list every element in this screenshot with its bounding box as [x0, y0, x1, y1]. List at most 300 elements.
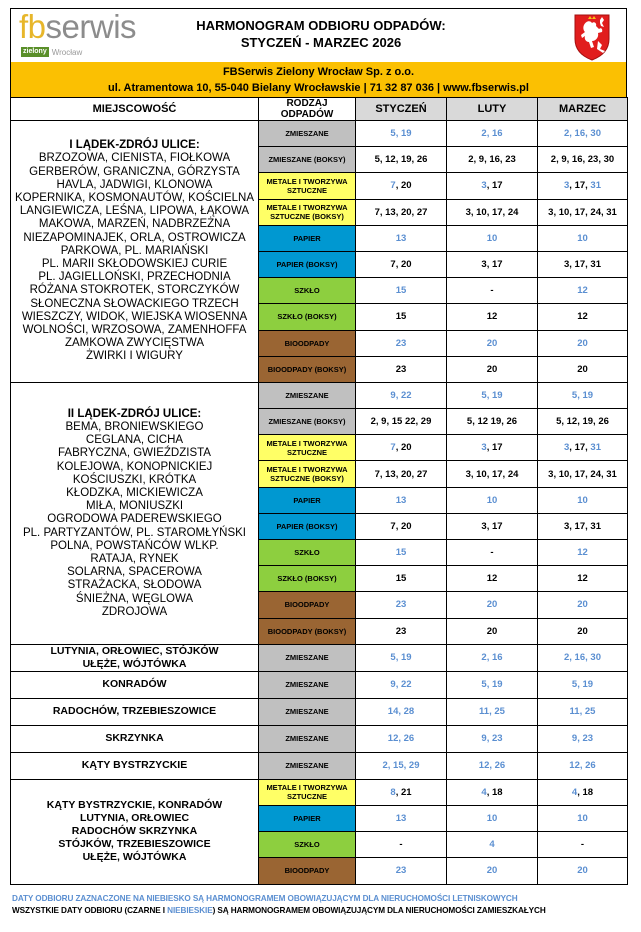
pickup-date: 3, 17: [481, 259, 503, 271]
pickup-dates-cell: [538, 251, 628, 277]
pickup-date: 11, 25: [479, 706, 505, 718]
pickup-dates-cell: [356, 147, 447, 173]
pickup-dates-cell: [538, 805, 628, 831]
pickup-dates-cell: [356, 725, 447, 752]
waste-type-cell: PAPIER: [259, 487, 356, 513]
pickup-dates-cell: [447, 752, 538, 779]
pickup-date: 7, 13, 20, 27: [374, 206, 428, 218]
pickup-date: 3, 10, 17, 24: [465, 206, 519, 218]
pickup-date: 4: [489, 839, 495, 851]
pickup-date: , 20: [395, 180, 412, 192]
street-line: UŁĘŻE, WÓJTÓWKA: [82, 657, 187, 670]
street-line: LUTYNIA, ORŁOWIEC: [79, 812, 190, 825]
pickup-dates-cell: [356, 330, 447, 356]
pickup-dates-cell: [447, 251, 538, 277]
pickup-date: 3: [564, 442, 570, 454]
table-row: [11, 752, 628, 779]
waste-type-cell: METALE I TWORZYWA SZTUCZNE: [259, 435, 356, 461]
street-line: RADOCHÓW, TRZEBIESZOWICE: [52, 705, 217, 718]
pickup-date: 3, 10, 17, 24: [465, 468, 519, 480]
pickup-date: 13: [395, 494, 407, 506]
pickup-date: 7: [390, 442, 396, 454]
pickup-dates-cell: [447, 698, 538, 725]
pickup-dates-cell: [356, 199, 447, 225]
footer-note-part: WSZYSTKIE DATY ODBIORU (CZARNE I: [12, 906, 168, 915]
pickup-date: 5, 12, 19, 26: [374, 154, 428, 166]
street-line: OGRODOWA PADEREWSKIEGO: [47, 513, 222, 526]
waste-type-cell: SZKŁO (BOKSY): [259, 566, 356, 592]
pickup-dates-cell: [356, 592, 447, 618]
pickup-dates-cell: [538, 752, 628, 779]
pickup-dates-cell: [538, 173, 628, 199]
street-line: ZDROJOWA: [101, 605, 168, 618]
pickup-date: 20: [577, 337, 588, 349]
schedule-body: [11, 121, 628, 885]
title-line-2: STYCZEŃ - MARZEC 2026: [240, 35, 402, 50]
pickup-dates-cell: [447, 644, 538, 671]
pickup-dates-cell: [447, 513, 538, 539]
pickup-dates-cell: [538, 461, 628, 487]
street-line: KONRADÓW: [102, 678, 167, 691]
pickup-date: 3: [564, 180, 570, 192]
pickup-date: 20: [577, 363, 588, 375]
pickup-dates-cell: [447, 592, 538, 618]
title-line-1: HARMONOGRAM ODBIORU ODPADÓW:: [196, 18, 446, 33]
pickup-dates-cell: [447, 832, 538, 858]
pickup-dates-cell: [538, 858, 628, 884]
pickup-date: 2, 16, 30: [564, 652, 601, 664]
street-line: RADOCHÓW SKRZYNKA: [71, 825, 198, 838]
street-line: FABRYCZNA, GWIEŹDZISTA: [58, 447, 211, 460]
street-line: HAVLA, JADWIGI, KLONOWA: [56, 178, 213, 191]
column-header-month: MARZEC: [538, 98, 628, 121]
pickup-dates-cell: [538, 644, 628, 671]
pickup-date: 20: [486, 599, 498, 611]
pickup-date: 12: [486, 573, 498, 585]
street-line: GERBERÓW, GRANICZNA, GÓRZYSTA: [29, 165, 240, 178]
pickup-date: -: [399, 839, 403, 851]
pickup-date: 9, 22: [390, 389, 412, 401]
pickup-date: 10: [577, 232, 588, 244]
street-line: KOPERNIKA, KOSMONAUTÓW, KOŚCIELNA: [15, 192, 254, 205]
pickup-dates-cell: [447, 618, 538, 644]
street-line: LANGIEWICZA, LEŚNA, LIPOWA, ŁĄKOWA: [19, 205, 250, 218]
pickup-dates-cell: [538, 278, 628, 304]
pickup-date: 12, 26: [387, 733, 415, 745]
pickup-dates-cell: [356, 566, 447, 592]
pickup-date: 10: [577, 494, 588, 506]
pickup-date: , 17,: [569, 442, 591, 454]
pickup-date: 2, 16: [481, 128, 503, 140]
pickup-date: 10: [486, 494, 498, 506]
pickup-date: 14, 28: [387, 706, 415, 718]
pickup-dates-cell: [538, 435, 628, 461]
street-line: SOLARNA, SPACEROWA: [67, 566, 202, 579]
pickup-dates-cell: [538, 725, 628, 752]
pickup-date: 23: [395, 363, 407, 375]
location-cell: [11, 779, 259, 884]
pickup-date: 20: [577, 865, 588, 877]
pickup-date: -: [490, 547, 494, 559]
street-line: PL. MARII SKŁODOWSKIEJ CURIE: [41, 258, 228, 271]
pickup-dates-cell: [356, 278, 447, 304]
pickup-dates-cell: [447, 147, 538, 173]
pickup-dates-cell: [538, 147, 628, 173]
pickup-dates-cell: [447, 540, 538, 566]
table-row: [11, 644, 628, 671]
pickup-date: 20: [486, 337, 498, 349]
pickup-dates-cell: [356, 121, 447, 147]
street-line: KĄTY BYSTRZYCKIE: [81, 759, 188, 772]
street-line: NIEZAPOMINAJEK, ORLA, OSTROWICZA: [23, 231, 246, 244]
street-line: WIESZCZY, WIDOK, WIEJSKA WIOSENNA: [21, 310, 248, 323]
waste-type-cell: ZMIESZANE: [259, 671, 356, 698]
street-line: KĄTY BYSTRZYCKIE, KONRADÓW: [46, 799, 223, 812]
waste-type-cell: ZMIESZANE: [259, 725, 356, 752]
pickup-dates-cell: [356, 382, 447, 408]
pickup-dates-cell: [356, 409, 447, 435]
pickup-date: 7, 13, 20, 27: [374, 468, 428, 480]
pickup-date: 11, 25: [569, 706, 596, 718]
pickup-dates-cell: [356, 752, 447, 779]
pickup-date: 5, 19: [481, 389, 503, 401]
pickup-date: 10: [577, 813, 588, 825]
pickup-dates-cell: [447, 278, 538, 304]
street-line: POLNA, POWSTAŃCÓW WLKP.: [50, 539, 219, 552]
pickup-date: 15: [395, 573, 407, 585]
pickup-date: 13: [395, 813, 407, 825]
pickup-dates-cell: [538, 121, 628, 147]
pickup-date: , 20: [395, 442, 412, 454]
pickup-date: 20: [577, 625, 588, 637]
column-header-month: STYCZEŃ: [356, 98, 447, 121]
location-cell: [11, 725, 259, 752]
pickup-dates-cell: [447, 356, 538, 382]
pickup-date: 3, 17: [481, 520, 503, 532]
pickup-date: 12, 26: [569, 760, 596, 772]
street-line: MAKOWA, MARZEŃ, NADBRZEŻNA: [38, 218, 231, 231]
location-cell: [11, 698, 259, 725]
pickup-date: 23: [395, 865, 407, 877]
pickup-date: 31: [590, 442, 601, 454]
location-heading: I LĄDEK-ZDRÓJ ULICE:: [69, 139, 200, 152]
table-row: [11, 382, 628, 408]
pickup-date: 23: [395, 625, 407, 637]
pickup-date: 20: [577, 599, 588, 611]
street-line: STÓJKÓW, TRZEBIESZOWICE: [58, 838, 211, 851]
pickup-date: 3, 17, 31: [564, 259, 601, 271]
waste-type-cell: METALE I TWORZYWA SZTUCZNE: [259, 173, 356, 199]
street-line: STRAŻACKA, SŁODOWA: [67, 579, 202, 592]
footer-note-black: [12, 905, 546, 917]
waste-type-cell: METALE I TWORZYWA SZTUCZNE (BOKSY): [259, 199, 356, 225]
pickup-dates-cell: [447, 382, 538, 408]
pickup-date: , 18: [486, 786, 503, 798]
column-header-rodzaj: RODZAJ ODPADÓW: [259, 98, 356, 121]
street-line: SKRZYNKA: [105, 732, 164, 745]
waste-type-cell: SZKŁO: [259, 278, 356, 304]
pickup-date: , 18: [577, 786, 594, 798]
pickup-date: 10: [486, 813, 498, 825]
pickup-date: 9, 23: [481, 733, 503, 745]
street-line: ZAMKOWA ZWYCIĘSTWA: [64, 337, 205, 350]
fbserwis-logo: [19, 8, 149, 59]
table-row: [11, 698, 628, 725]
pickup-date: 15: [395, 285, 407, 297]
pickup-date: , 17: [486, 180, 503, 192]
pickup-date: 5, 19: [571, 389, 594, 401]
pickup-dates-cell: [356, 805, 447, 831]
pickup-dates-cell: [447, 566, 538, 592]
pickup-dates-cell: [447, 173, 538, 199]
table-row: [11, 725, 628, 752]
pickup-dates-cell: [447, 779, 538, 805]
waste-type-cell: BIOODPADY (BOKSY): [259, 618, 356, 644]
pickup-dates-cell: [538, 513, 628, 539]
logo-badge: zielony: [23, 48, 47, 55]
pickup-dates-cell: [447, 225, 538, 251]
pickup-dates-cell: [538, 779, 628, 805]
pickup-date: 2, 9, 16, 23: [468, 154, 516, 166]
pickup-dates-cell: [356, 671, 447, 698]
pickup-dates-cell: [447, 121, 538, 147]
pickup-dates-cell: [538, 330, 628, 356]
pickup-date: 7, 20: [390, 259, 412, 271]
pickup-dates-cell: [447, 461, 538, 487]
waste-type-cell: PAPIER: [259, 225, 356, 251]
street-line: LUTYNIA, ORŁOWIEC, STÓJKÓW: [50, 644, 219, 657]
pickup-dates-cell: [538, 382, 628, 408]
pickup-date: 20: [486, 363, 498, 375]
waste-type-cell: PAPIER (BOKSY): [259, 513, 356, 539]
pickup-dates-cell: [356, 435, 447, 461]
pickup-date: 20: [486, 625, 498, 637]
street-line: PL. PARTYZANTÓW, PL. STAROMŁYŃSKI: [22, 526, 247, 539]
pickup-dates-cell: [538, 540, 628, 566]
pickup-date: 3, 17, 31: [564, 520, 601, 532]
pickup-date: 4: [571, 786, 578, 798]
pickup-dates-cell: [538, 566, 628, 592]
pickup-date: , 17: [486, 442, 503, 454]
pickup-date: 9, 23: [571, 733, 594, 745]
street-line: KŁODZKA, MICKIEWICZA: [66, 486, 203, 499]
pickup-dates-cell: [356, 461, 447, 487]
waste-type-cell: ZMIESZANE: [259, 698, 356, 725]
pickup-date: 12: [577, 311, 588, 323]
street-line: UŁĘŻE, WÓJTÓWKA: [82, 851, 187, 864]
pickup-date: 3: [481, 180, 487, 192]
waste-type-cell: ZMIESZANE: [259, 644, 356, 671]
pickup-dates-cell: [538, 592, 628, 618]
pickup-dates-cell: [447, 435, 538, 461]
column-header-miejscowosc: MIEJSCOWOŚĆ: [11, 98, 259, 121]
pickup-dates-cell: [356, 779, 447, 805]
pickup-date: 23: [395, 599, 407, 611]
header: [10, 8, 627, 62]
footer-note-part: ) SĄ HARMONOGRAMEM OBOWIĄZUJĄCYM DLA NIERUCHOMOŚCI ZAMIESZKAŁYCH: [212, 906, 546, 915]
logo-text-fb: fb: [19, 8, 46, 45]
location-cell: [11, 644, 259, 671]
pickup-date: 31: [590, 180, 601, 192]
pickup-date: 2, 9, 15 22, 29: [370, 416, 432, 428]
pickup-dates-cell: [538, 356, 628, 382]
pickup-date: 7: [390, 180, 396, 192]
waste-type-cell: ZMIESZANE (BOKSY): [259, 409, 356, 435]
pickup-date: 2, 16, 30: [564, 128, 601, 140]
pickup-date: 4: [481, 786, 487, 798]
pickup-dates-cell: [447, 199, 538, 225]
waste-type-cell: METALE I TWORZYWA SZTUCZNE (BOKSY): [259, 461, 356, 487]
pickup-dates-cell: [538, 698, 628, 725]
pickup-dates-cell: [447, 671, 538, 698]
pickup-dates-cell: [447, 304, 538, 330]
pickup-date: 9, 22: [390, 679, 412, 691]
street-line: SŁONECZNA SŁOWACKIEGO TRZECH: [30, 297, 239, 310]
pickup-date: -: [490, 285, 494, 297]
pickup-dates-cell: [356, 698, 447, 725]
company-band: [10, 62, 627, 97]
pickup-date: 5, 19: [571, 679, 594, 691]
pickup-date: -: [580, 839, 585, 851]
pickup-dates-cell: [356, 173, 447, 199]
street-line: KOŚCIUSZKI, KRÓTKA: [72, 473, 197, 486]
pickup-date: 13: [395, 232, 407, 244]
pickup-dates-cell: [538, 618, 628, 644]
pickup-date: 2, 9, 16, 23, 30: [550, 154, 615, 166]
pickup-dates-cell: [538, 304, 628, 330]
pickup-dates-cell: [356, 513, 447, 539]
waste-type-cell: ZMIESZANE (BOKSY): [259, 147, 356, 173]
pickup-dates-cell: [356, 644, 447, 671]
pickup-dates-cell: [538, 199, 628, 225]
pickup-dates-cell: [356, 251, 447, 277]
pickup-dates-cell: [356, 832, 447, 858]
street-line: RATAJA, RYNEK: [90, 552, 179, 565]
pickup-date: , 21: [395, 786, 412, 798]
footer-notes: [12, 893, 546, 917]
waste-type-cell: PAPIER (BOKSY): [259, 251, 356, 277]
location-cell: [11, 382, 259, 644]
waste-type-cell: ZMIESZANE: [259, 382, 356, 408]
table-row: [11, 779, 628, 805]
pickup-dates-cell: [447, 805, 538, 831]
pickup-date: 15: [395, 311, 407, 323]
pickup-dates-cell: [538, 409, 628, 435]
waste-type-cell: ZMIESZANE: [259, 121, 356, 147]
pickup-date: 2, 15, 29: [382, 760, 420, 772]
waste-type-cell: BIOODPADY: [259, 858, 356, 884]
street-line: KOLEJOWA, KONOPNICKIEJ: [56, 460, 213, 473]
waste-type-cell: SZKŁO (BOKSY): [259, 304, 356, 330]
pickup-date: 5, 12, 19, 26: [556, 416, 609, 428]
pickup-dates-cell: [356, 356, 447, 382]
pickup-dates-cell: [356, 540, 447, 566]
waste-type-cell: BIOODPADY: [259, 592, 356, 618]
table-row: [11, 671, 628, 698]
waste-type-cell: PAPIER: [259, 805, 356, 831]
pickup-date: 15: [395, 547, 407, 559]
pickup-dates-cell: [356, 225, 447, 251]
company-address: ul. Atramentowa 10, 55-040 Bielany Wrocławskie | 71 32 87 036 | www.fbserwis.pl: [108, 82, 529, 94]
pickup-dates-cell: [356, 618, 447, 644]
table-row: [11, 121, 628, 147]
pickup-dates-cell: [356, 858, 447, 884]
schedule-table: [10, 97, 628, 885]
footer-note-highlight: NIEBIESKIE: [167, 906, 213, 915]
pickup-dates-cell: [538, 832, 628, 858]
street-line: ŻWIRKI I WIGURY: [86, 350, 183, 363]
pickup-date: 3, 10, 17, 24, 31: [548, 206, 617, 218]
pickup-date: 3: [481, 442, 487, 454]
location-cell: [11, 752, 259, 779]
pickup-date: 12: [577, 547, 588, 559]
location-cell: [11, 671, 259, 698]
waste-type-cell: BIOODPADY: [259, 330, 356, 356]
pickup-date: 3, 10, 17, 24, 31: [548, 468, 617, 480]
pickup-dates-cell: [538, 487, 628, 513]
pickup-date: 10: [486, 232, 498, 244]
pickup-date: 5, 19: [390, 652, 412, 664]
street-line: RÓŻANA STOKROTEK, STORCZYKÓW: [29, 284, 240, 297]
pickup-dates-cell: [356, 304, 447, 330]
pickup-dates-cell: [447, 725, 538, 752]
pickup-dates-cell: [447, 330, 538, 356]
pickup-date: 5, 19: [481, 679, 503, 691]
waste-type-cell: METALE I TWORZYWA SZTUCZNE: [259, 779, 356, 805]
pickup-date: 12: [577, 285, 588, 297]
pickup-dates-cell: [447, 858, 538, 884]
pickup-date: 23: [395, 337, 407, 349]
street-line: WOLNOŚCI, WRZOSOWA, ZAMENHOFFA: [22, 324, 247, 337]
company-name: FBSerwis Zielony Wrocław Sp. z o.o.: [222, 66, 415, 78]
location-cell: [11, 121, 259, 383]
pickup-dates-cell: [538, 671, 628, 698]
pickup-date: 7, 20: [390, 520, 412, 532]
pickup-dates-cell: [538, 225, 628, 251]
pickup-date: 20: [486, 865, 498, 877]
street-line: ŚNIEŻNA, WĘGLOWA: [75, 592, 194, 605]
column-header-month: LUTY: [447, 98, 538, 121]
street-line: BRZOZOWA, CIENISTA, FIOŁKOWA: [38, 152, 231, 165]
pickup-date: 12, 26: [478, 760, 506, 772]
pickup-date: 8: [390, 786, 396, 798]
waste-type-cell: SZKŁO: [259, 540, 356, 566]
street-line: CEGLANA, CICHA: [85, 434, 184, 447]
pickup-date: 2, 16: [481, 652, 503, 664]
pickup-date: , 17,: [569, 180, 591, 192]
pickup-date: 5, 19: [390, 128, 412, 140]
logo-city: Wrocław: [51, 47, 83, 57]
footer-note-blue: DATY ODBIORU ZAZNACZONE NA NIEBIESKO SĄ HARMONOGRAMEM OBOWIĄZUJĄCYM DLA NIERUCHOMOŚCI LETNISKOWYCH: [12, 894, 518, 903]
logo-text-serwis: serwis: [45, 8, 137, 45]
location-heading: II LĄDEK-ZDRÓJ ULICE:: [67, 407, 202, 420]
pickup-date: 12: [577, 573, 588, 585]
street-line: PARKOWA, PL. MARIAŃSKI: [60, 244, 209, 257]
pickup-date: 12: [486, 311, 498, 323]
street-line: BEMA, BRONIEWSKIEGO: [65, 420, 204, 433]
street-line: PL. JAGIELLOŃSKI, PRZECHODNIA: [38, 271, 231, 284]
street-line: MIŁA, MONIUSZKI: [85, 500, 184, 513]
waste-type-cell: BIOODPADY (BOKSY): [259, 356, 356, 382]
pickup-date: 5, 12 19, 26: [466, 416, 518, 428]
waste-type-cell: ZMIESZANE: [259, 752, 356, 779]
pickup-dates-cell: [447, 487, 538, 513]
schedule-sheet: [10, 8, 627, 885]
pickup-dates-cell: [356, 487, 447, 513]
coat-of-arms-icon: [572, 11, 612, 61]
pickup-dates-cell: [447, 409, 538, 435]
waste-type-cell: SZKŁO: [259, 832, 356, 858]
